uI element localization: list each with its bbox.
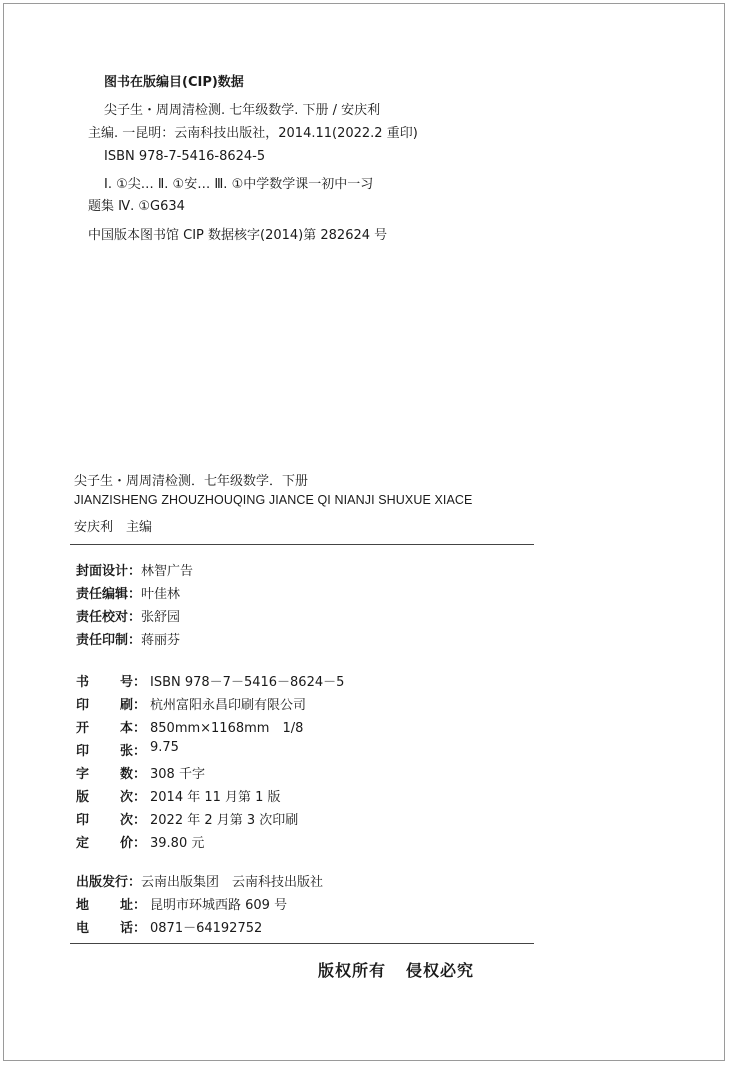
- phone-row: [76, 917, 262, 936]
- book-editor: 安庆利 主编: [74, 520, 153, 535]
- copyright-slogan: [318, 958, 474, 981]
- divider-bottom: [70, 943, 534, 944]
- cip-record-number: 中国版本图书馆 CIP 数据核字(2014)第 282624 号: [88, 228, 388, 243]
- cip-line-2: 主编. 一昆明：云南科技出版社，2014.11(2022.2 重印): [88, 126, 418, 141]
- cip-class-1: Ⅰ. ①尖… Ⅱ. ①安… Ⅲ. ①中学数学课一初中一习: [104, 177, 374, 192]
- spec-label: 版 次 ：: [76, 786, 146, 805]
- staff-label: 责任校对：: [76, 610, 142, 625]
- cip-isbn: ISBN 978-7-5416-8624-5: [104, 149, 266, 164]
- spec-row-impression: [76, 809, 298, 828]
- spec-value: 308 千字: [150, 767, 205, 782]
- spec-row-price: [76, 832, 204, 851]
- spec-label: 印 刷 ：: [76, 694, 146, 713]
- spec-row-word-count: [76, 763, 205, 782]
- spec-value: 2014 年 11 月第 1 版: [150, 790, 281, 805]
- book-title-cn: 尖子生・周周清检测．七年级数学．下册: [74, 474, 309, 489]
- address-row: [76, 894, 287, 913]
- cip-class-2: 题集 Ⅳ. ①G634: [88, 199, 185, 214]
- address-label: 地 址 ：: [76, 894, 146, 913]
- phone-label: 电 话 ：: [76, 917, 146, 936]
- staff-label: 责任印制：: [76, 633, 142, 648]
- staff-value: 叶佳林: [141, 587, 181, 602]
- spec-value: 杭州富阳永昌印刷有限公司: [150, 698, 307, 713]
- spec-label: 书 号 ：: [76, 671, 146, 690]
- cip-line-1: 尖子生・周周清检测. 七年级数学. 下册 / 安庆利: [104, 103, 381, 118]
- spec-label: 定 价 ：: [76, 832, 146, 851]
- staff-row-cover-design: [76, 560, 193, 579]
- staff-label: 封面设计：: [76, 564, 142, 579]
- spec-row-format: [76, 717, 303, 736]
- slogan-infringement-warning: 侵权必究: [406, 961, 475, 980]
- staff-value: 林智广告: [141, 564, 194, 579]
- staff-value: 蒋丽芬: [141, 633, 181, 648]
- divider-top: [70, 544, 534, 545]
- address-value: 昆明市环城西路 609 号: [150, 898, 288, 913]
- book-title-pinyin: JIANZISHENG ZHOUZHOUQING JIANCE QI NIANJI SHUXUE XIACE: [74, 493, 473, 507]
- spec-label: 印 张 ：: [76, 740, 146, 759]
- staff-row-printing: [76, 629, 180, 648]
- spec-value: ISBN 978－7－5416－8624－5: [150, 675, 345, 690]
- staff-row-editor: [76, 583, 180, 602]
- publisher-value: 云南出版集团 云南科技出版社: [141, 875, 324, 890]
- publisher-label: 出版发行：: [76, 875, 142, 890]
- spec-row-printer: [76, 694, 306, 713]
- staff-value: 张舒园: [141, 610, 181, 625]
- spec-value: 2022 年 2 月第 3 次印刷: [150, 813, 299, 828]
- spec-label: 开 本 ：: [76, 717, 146, 736]
- phone-value: 0871－64192752: [150, 921, 263, 936]
- spec-value: 9.75: [150, 740, 179, 755]
- staff-row-proofreader: [76, 606, 180, 625]
- cip-heading: 图书在版编目(CIP)数据: [104, 75, 244, 90]
- spec-row-sheets: [76, 740, 179, 759]
- spec-row-isbn: [76, 671, 344, 690]
- spec-value: 39.80 元: [150, 836, 205, 851]
- spec-value: 850mm×1168mm 1/8: [150, 721, 304, 736]
- spec-label: 字 数 ：: [76, 763, 146, 782]
- publisher-row: [76, 871, 323, 890]
- spec-row-edition: [76, 786, 281, 805]
- staff-label: 责任编辑：: [76, 587, 142, 602]
- spec-label: 印 次 ：: [76, 809, 146, 828]
- slogan-rights-reserved: 版权所有: [318, 961, 387, 980]
